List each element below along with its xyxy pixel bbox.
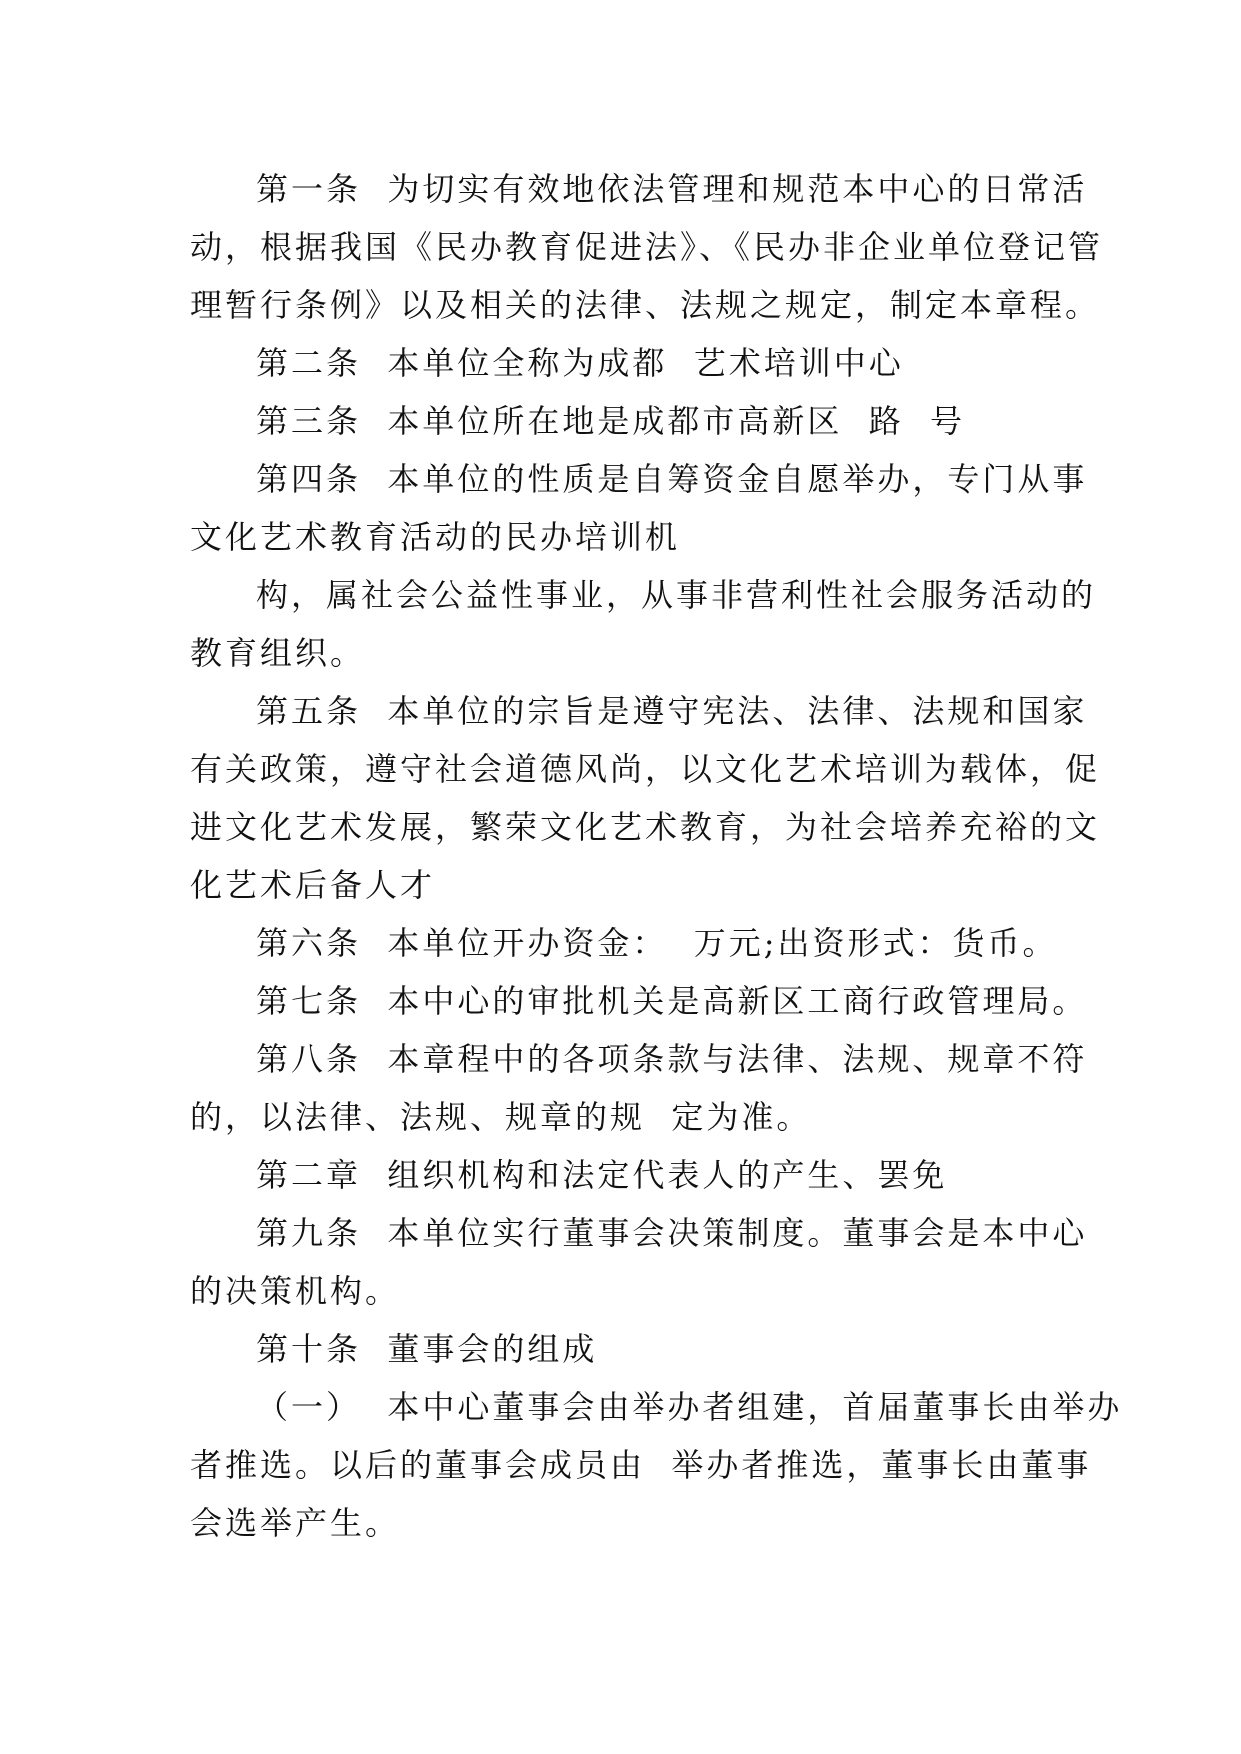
text-line: 第四条 本单位的性质是自筹资金自愿举办，专门从事 <box>256 460 1088 498</box>
text-line: 会选举产生。 <box>190 1504 401 1542</box>
text-line: 第八条 本章程中的各项条款与法律、法规、规章不符 <box>256 1040 1088 1078</box>
text-line: 有关政策，遵守社会道德风尚，以文化艺术培训为载体，促 <box>190 750 1101 788</box>
text-line: 教育组织。 <box>190 634 366 672</box>
text-line: 者推选。以后的董事会成员由 举办者推选，董事长由董事 <box>190 1446 1092 1484</box>
text-line: 构，属社会公益性事业，从事非营利性社会服务活动的 <box>256 576 1097 614</box>
text-line: 第二条 本单位全称为成都 艺术培训中心 <box>256 344 904 382</box>
text-line: 文化艺术教育活动的民办培训机 <box>190 518 681 556</box>
text-line: 理暂行条例》以及相关的法律、法规之规定，制定本章程。 <box>190 286 1101 324</box>
text-line: 第十条 董事会的组成 <box>256 1330 598 1368</box>
text-line: 进文化艺术发展，繁荣文化艺术教育，为社会培养充裕的文 <box>190 808 1101 846</box>
text-line: 动，根据我国《民办教育促进法》、《民办非企业单位登记管 <box>190 228 1104 266</box>
chapter-heading: 第二章 组织机构和法定代表人的产生、罢免 <box>256 1156 948 1194</box>
text-line: （一） 本中心董事会由举办者组建，首届董事长由举办 <box>256 1388 1123 1426</box>
text-line: 化艺术后备人才 <box>190 866 436 904</box>
text-line: 第六条 本单位开办资金： 万元;出资形式：货币。 <box>256 924 1058 962</box>
text-line: 第一条 为切实有效地依法管理和规范本中心的日常活 <box>256 170 1088 208</box>
text-line: 第九条 本单位实行董事会决策制度。董事会是本中心 <box>256 1214 1088 1252</box>
text-line: 的，以法律、法规、规章的规 定为准。 <box>190 1098 812 1136</box>
text-line: 第三条 本单位所在地是成都市高新区 路 号 <box>256 402 966 440</box>
text-line: 的决策机构。 <box>190 1272 401 1310</box>
text-line: 第五条 本单位的宗旨是遵守宪法、法律、法规和国家 <box>256 692 1088 730</box>
document-body <box>190 160 1123 1552</box>
text-line: 第七条 本中心的审批机关是高新区工商行政管理局。 <box>256 982 1088 1020</box>
